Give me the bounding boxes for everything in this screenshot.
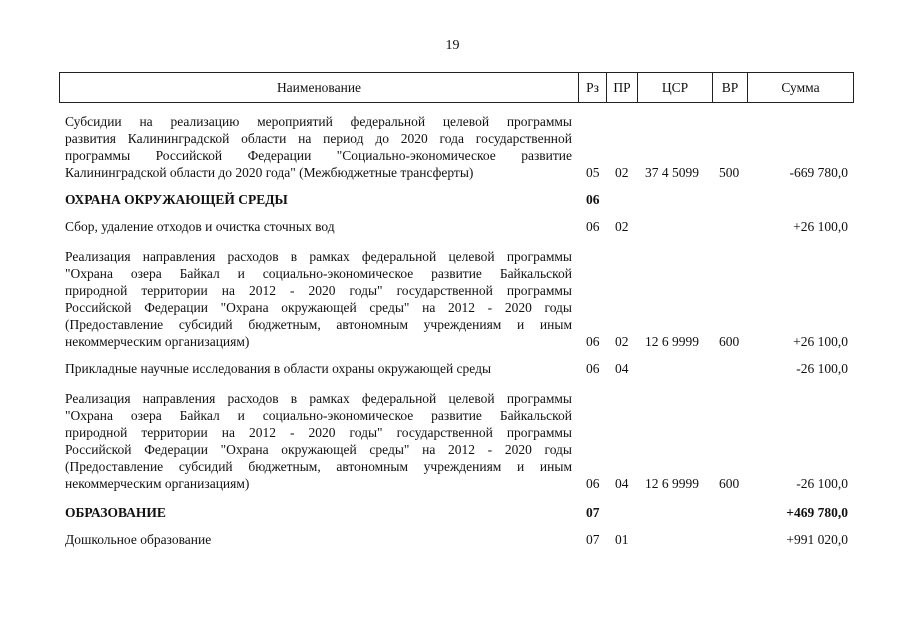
row-pr: 04 [615,476,629,491]
row-pr: 02 [615,334,629,349]
row-pr: 02 [615,219,629,234]
row-rz: 06 [586,334,600,349]
row-name-line: Реализация направления расходов в рамках федеральной целевой программы [65,391,572,406]
row-name [65,360,572,377]
table-row [0,390,905,492]
header-name: Наименование [59,72,578,103]
table-row [0,531,905,548]
section-row [0,191,905,208]
row-name [65,248,572,350]
row-name-line: программы Российской Федерации "Социально-экономическое развитие [65,148,572,163]
header-rz: Рз [578,72,606,103]
table-row [0,360,905,377]
table-row [0,248,905,350]
row-pr: 01 [615,532,629,547]
row-name [65,504,572,521]
row-name-line: некоммерческим организациям) [65,476,250,491]
row-sum: +469 780,0 [786,505,848,520]
row-vr: 500 [719,165,740,180]
row-rz: 06 [586,476,600,491]
header-sum: Сумма [747,72,854,103]
table-row [0,218,905,235]
row-name-line: природной территории на 2012 - 2020 годы" государственной программы [65,425,572,440]
page-number: 19 [445,38,460,53]
row-csr: 12 6 9999 [645,334,699,349]
header-vr: ВР [712,72,747,103]
row-csr: 37 4 5099 [645,165,699,180]
row-name-line: Калининградской области до 2020 года" (Межбюджетные трансферты) [65,165,474,180]
header-pr: ПР [606,72,637,103]
row-name-line: Субсидии на реализацию мероприятий федеральной целевой программы [65,114,572,129]
row-pr: 02 [615,165,629,180]
row-name-line: природной территории на 2012 - 2020 годы" государственной программы [65,283,572,298]
row-name [65,390,572,492]
row-rz: 06 [586,361,600,376]
row-vr: 600 [719,476,740,491]
row-name-line: развития Калининградской области на период до 2020 года государственной [65,131,572,146]
row-vr: 600 [719,334,740,349]
row-sum: +26 100,0 [793,334,848,349]
row-rz: 06 [586,219,600,234]
section-title: ОБРАЗОВАНИЕ [65,505,166,520]
section-row [0,504,905,521]
row-name-line: некоммерческим организациям) [65,334,250,349]
section-title: ОХРАНА ОКРУЖАЮЩЕЙ СРЕДЫ [65,192,288,207]
row-sum: -26 100,0 [796,361,848,376]
row-name [65,191,572,208]
row-rz: 06 [586,192,600,207]
row-name-line: Российской Федерации "Охрана окружающей среды" на 2012 - 2020 годы [65,300,572,315]
row-rz: 07 [586,505,600,520]
row-sum: +991 020,0 [786,532,848,547]
row-sum: -26 100,0 [796,476,848,491]
row-name-line: Прикладные научные исследования в области охраны окружающей среды [65,361,492,376]
row-name-line: Российской Федерации "Охрана окружающей среды" на 2012 - 2020 годы [65,442,572,457]
row-name-line: Реализация направления расходов в рамках федеральной целевой программы [65,249,572,264]
row-name [65,113,572,181]
table-row [0,113,905,181]
row-name-line: Дошкольное образование [65,532,212,547]
row-name-line: "Охрана озера Байкал и социально-экономическое развитие Байкальской [65,408,572,423]
row-rz: 07 [586,532,600,547]
row-pr: 04 [615,361,629,376]
row-name-line: (Предоставление субсидий бюджетным, автономным учреждениям и иным [65,317,572,332]
row-name-line: "Охрана озера Байкал и социально-экономическое развитие Байкальской [65,266,572,281]
row-rz: 05 [586,165,600,180]
row-csr: 12 6 9999 [645,476,699,491]
row-name-line: Сбор, удаление отходов и очистка сточных вод [65,219,335,234]
row-name-line: (Предоставление субсидий бюджетным, автономным учреждениям и иным [65,459,572,474]
row-sum: -669 780,0 [789,165,848,180]
row-sum: +26 100,0 [793,219,848,234]
row-name [65,218,572,235]
header-csr: ЦСР [637,72,712,103]
row-name [65,531,572,548]
